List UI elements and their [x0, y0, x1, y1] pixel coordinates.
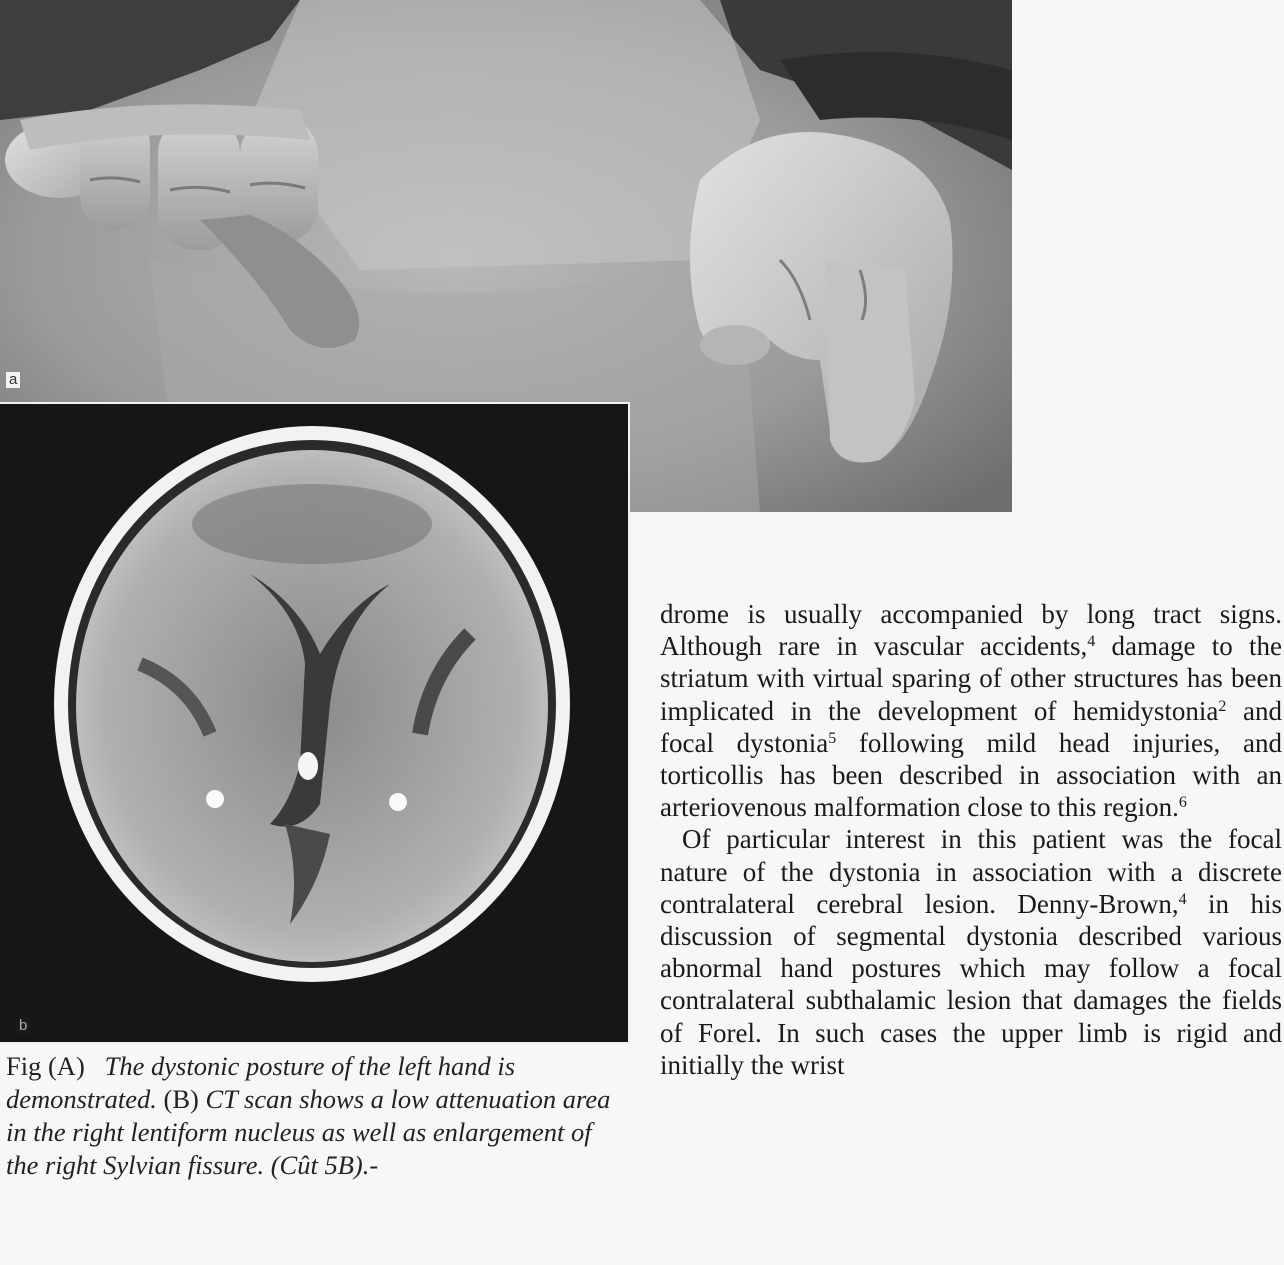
reference-superscript: 4	[1178, 890, 1187, 908]
body-text-column	[660, 598, 1282, 1081]
caption-text-b: CT scan shows a low attenuation area in the right lentiform nucleus as well as enlargement of the right Sylvian fissure. (Cût 5B).-	[6, 1084, 611, 1180]
paragraph-2-text: in his discussion of segmental dystonia described various abnormal hand postures which may follow a focal contralateral subthalamic lesion that damages the fields of Forel. In such cases the upper limb is rigid and initially the wrist	[660, 888, 1282, 1080]
paragraph-1-text: following mild head injuries, and torticollis has been described in association with an arteriovenous malformation close to this region.	[660, 727, 1282, 823]
caption-label-b: (B)	[163, 1084, 199, 1114]
reference-superscript: 5	[828, 729, 837, 747]
paragraph-2	[660, 823, 1282, 1081]
reference-superscript: 4	[1087, 633, 1096, 651]
caption-text-a: The dystonic posture of the left hand is demonstrated.	[6, 1051, 516, 1114]
figure-panel-b-ct-scan	[0, 404, 628, 1042]
paragraph-1-text: damage to the striatum with virtual sparing of other structures has been implicated in the development of hemidystonia	[660, 631, 1282, 726]
ct-scan-illustration	[0, 404, 628, 1042]
reference-superscript: 2	[1218, 697, 1227, 715]
caption-label-a: Fig (A)	[6, 1051, 85, 1081]
panel-a-letter: a	[6, 372, 20, 388]
paragraph-1-text: drome is usually accompanied by long tract signs. Although rare in vascular accidents,	[660, 599, 1282, 662]
figure-caption	[6, 1050, 630, 1182]
paragraph-1-text: and focal dystonia	[660, 695, 1283, 758]
paragraph-2-text: Of particular interest in this patient was the focal nature of the dystonia in association with a discrete contralateral cerebral lesion. Denny-Brown,	[660, 824, 1282, 919]
panel-b-letter: b	[16, 1018, 30, 1034]
reference-superscript: 6	[1178, 794, 1187, 812]
paragraph-1	[660, 598, 1282, 823]
